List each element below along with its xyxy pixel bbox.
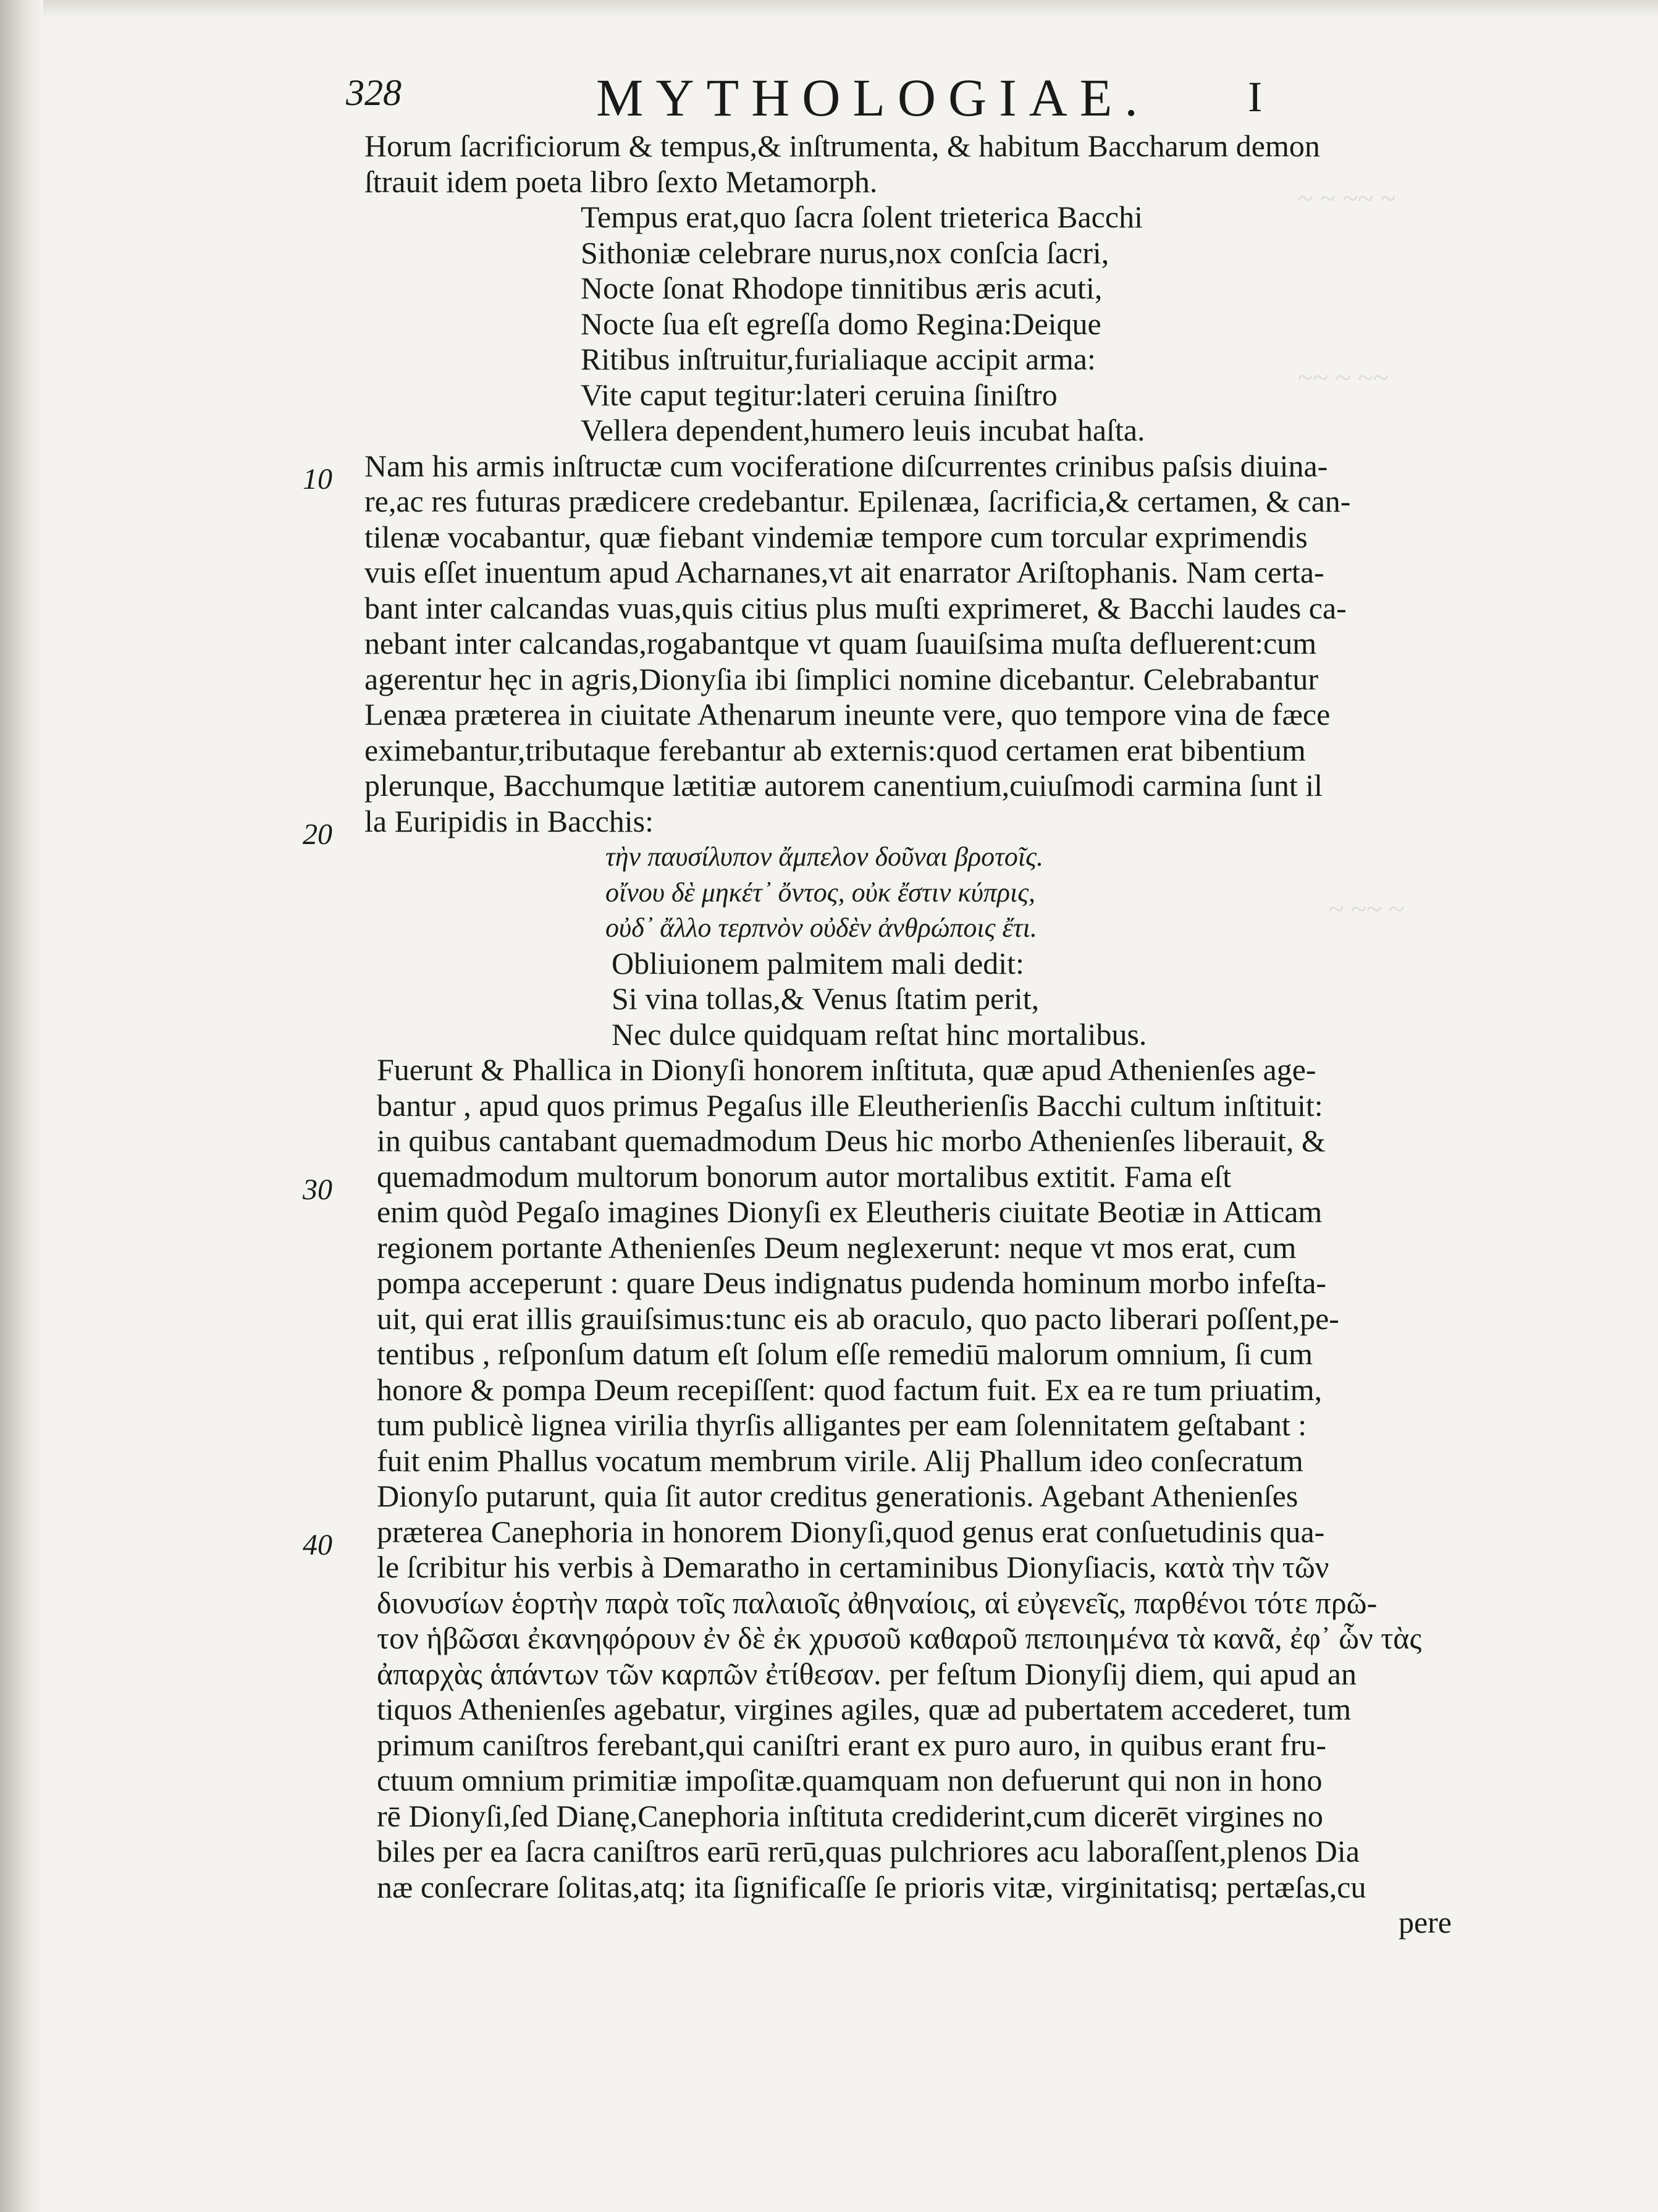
page-header: [346, 67, 1371, 129]
text-line: οὐδ᾽ ἄλλο τερπνὸν οὐδὲν ἀνθρώποις ἔτι.: [605, 913, 1037, 943]
text-line: tilenæ vocabantur, quæ fiebant vindemiæ tempore cum torcular exprimendis: [364, 519, 1308, 554]
line-number-40: 40: [303, 1529, 332, 1561]
text-line: Sithoniæ celebrare nurus,nox conſcia ſacri,: [581, 235, 1109, 270]
text-line: le ſcribitur his verbis à Demaratho in certaminibus Dionyſiacis, κατὰ τὴν τῶν: [377, 1550, 1329, 1584]
text-line: Dionyſo putarunt, quia ſit autor creditus generationis. Agebant Athenienſes: [377, 1479, 1298, 1513]
text-line: vuis eſſet inuentum apud Acharnanes,vt ait enarrator Ariſtophanis. Nam certa-: [364, 555, 1324, 589]
text-line: næ conſecrare ſolitas,atq; ita ſignificaſſe ſe prioris vitæ, virginitatisq; pertæſas,cu: [377, 1869, 1366, 1904]
bleed-through-2: ~~ ~ ~~: [1297, 361, 1389, 393]
bleed-through-1: ~ ~ ~~ ~: [1297, 182, 1395, 214]
catchword: pere: [1398, 1905, 1452, 1940]
text-line: Fuerunt & Phallica in Dionyſi honorem inſtituta, quæ apud Athenienſes age-: [377, 1052, 1316, 1087]
text-line: in quibus cantabant quemadmodum Deus hic morbo Athenienſes liberauit, &: [377, 1123, 1326, 1158]
text-line: præterea Canephoria in honorem Dionyſi,quod genus erat conſuetudinis qua-: [377, 1514, 1325, 1549]
text-line: re,ac res futuras prædicere credebantur. Epilenæa, ſacrificia,& certamen, & can-: [364, 484, 1351, 518]
line-number-20: 20: [303, 818, 332, 851]
binding-shadow: [0, 0, 43, 2212]
text-line: Lenæa præterea in ciuitate Athenarum ineunte vere, quo tempore vina de fæce: [364, 697, 1331, 732]
text-line: biles per ea ſacra caniſtros earū rerū,quas pulchriores acu laboraſſent,plenos Dia: [377, 1834, 1360, 1868]
text-line: agerentur hęc in agris,Dionyſia ibi ſimplici nomine dicebantur. Celebrabantur: [364, 661, 1318, 696]
text-line: uit, qui erat illis grauiſsimus:tunc eis ab oraculo, quo pacto liberari poſſent,pe-: [377, 1301, 1339, 1336]
text-line: primum caniſtros ferebant,qui caniſtri erant ex puro auro, in quibus erant fru-: [377, 1727, 1326, 1762]
text-line: Tempus erat,quo ſacra ſolent trieterica Bacchi: [581, 200, 1143, 234]
text-line: tentibus , reſponſum datum eſt ſolum eſſe remediū malorum omnium, ſi cum: [377, 1336, 1313, 1371]
text-line: Vite caput tegitur:lateri ceruina ſiniſtro: [581, 377, 1058, 412]
page-number: 328: [346, 72, 402, 113]
bleed-through-3: ~ ~~ ~: [1328, 893, 1404, 924]
text-line: bant inter calcandas vuas,quis citius plus muſti exprimeret, & Bacchi laudes ca-: [364, 590, 1347, 625]
text-line: fuit enim Phallus vocatum membrum virile. Alij Phallum ideo conſecratum: [377, 1443, 1303, 1478]
text-line: Nocte ſonat Rhodope tinnitibus æris acuti,: [581, 271, 1103, 305]
text-line: regionem portante Athenienſes Deum neglexerunt: neque vt mos erat, cum: [377, 1230, 1297, 1265]
text-line: plerunque, Bacchumque lætitiæ autorem canentium,cuiuſmodi carmina ſunt il: [364, 768, 1323, 803]
text-line: quemadmodum multorum bonorum autor mortalibus extitit. Fama eſt: [377, 1159, 1232, 1194]
page-top-edge: [0, 0, 1658, 19]
line-number-30: 30: [303, 1173, 332, 1206]
text-line: τὴν παυσίλυπον ἄμπελον δοῦναι βροτοῖς.: [605, 842, 1043, 872]
line-number-10: 10: [303, 463, 332, 496]
text-line: Si vina tollas,& Venus ſtatim perit,: [612, 981, 1040, 1016]
text-line: ſtrauit idem poeta libro ſexto Metamorph.: [364, 164, 878, 199]
text-line: bantur , apud quos primus Pegaſus ille Eleutherienſis Bacchi cultum inſtituit:: [377, 1087, 1323, 1123]
header-mark: I: [1248, 74, 1263, 121]
text-line: la Euripidis in Bacchis:: [364, 803, 654, 838]
text-line: Nec dulce quidquam reſtat hinc mortalibus.: [612, 1016, 1147, 1052]
text-line: pompa acceperunt : quare Deus indignatus pudenda hominum morbo infeſta-: [377, 1265, 1327, 1300]
text-line: tiquos Athenienſes agebatur, virgines agiles, quæ ad pubertatem accederet, tum: [377, 1692, 1352, 1726]
text-line: τον ἡβῶσαι ἐκανηφόρουν ἐν δὲ ἐκ χρυσοῦ καθαροῦ πεποιημένα τὰ κανᾶ, ἐφ᾽ ὧν τὰς: [377, 1621, 1422, 1655]
text-line: ἀπαρχὰς ἁπάντων τῶν καρπῶν ἐτίθεσαν. per feſtum Dionyſij diem, qui apud an: [377, 1656, 1357, 1691]
text-line: tum publicè lignea virilia thyrſis alligantes per eam ſolennitatem geſtabant :: [377, 1408, 1307, 1442]
text-line: ctuum omnium primitiæ impoſitæ.quamquam non defuerunt qui non in hono: [377, 1763, 1323, 1797]
body-text: [364, 129, 1470, 1941]
running-title: MYTHOLOGIAE.: [596, 68, 1150, 127]
text-line: Nocte ſua eſt egreſſa domo Regina:Deique: [581, 306, 1101, 341]
text-line: nebant inter calcandas,rogabantque vt quam ſuauiſsima muſta defluerent:cum: [364, 626, 1317, 661]
text-line: eximebantur,tributaque ferebantur ab externis:quod certamen erat bibentium: [364, 732, 1306, 767]
text-line: honore & pompa Deum recepiſſent: quod factum fuit. Ex ea re tum priuatim,: [377, 1372, 1323, 1407]
text-line: οἴνου δὲ μηκέτ᾽ ὄντος, οὐκ ἔστιν κύπρις,: [605, 877, 1036, 908]
text-line: Horum ſacrificiorum & tempus,& inſtrumenta, & habitum Baccharum demon: [364, 129, 1320, 163]
text-line: Ritibus inſtruitur,furialiaque accipit arma:: [581, 342, 1096, 376]
text-line: Obliuionem palmitem mali dedit:: [612, 945, 1024, 981]
text-line: enim quòd Pegaſo imagines Dionyſi ex Eleutheris ciuitate Beotiæ in Atticam: [377, 1194, 1323, 1229]
text-line: rē Dionyſi,ſed Dianę,Canephoria inſtituta crediderint,cum dicerēt virgines no: [377, 1798, 1323, 1833]
text-line: Nam his armis inſtructæ cum vociferatione diſcurrentes crinibus paſsis diuina-: [364, 448, 1328, 483]
text-line: Vellera dependent,humero leuis incubat haſta.: [581, 413, 1145, 447]
text-line: διονυσίων ἑορτὴν παρὰ τοῖς παλαιοῖς ἀθηναίοις, αἱ εὐγενεῖς, παρθένοι τότε πρῶ-: [377, 1585, 1378, 1620]
